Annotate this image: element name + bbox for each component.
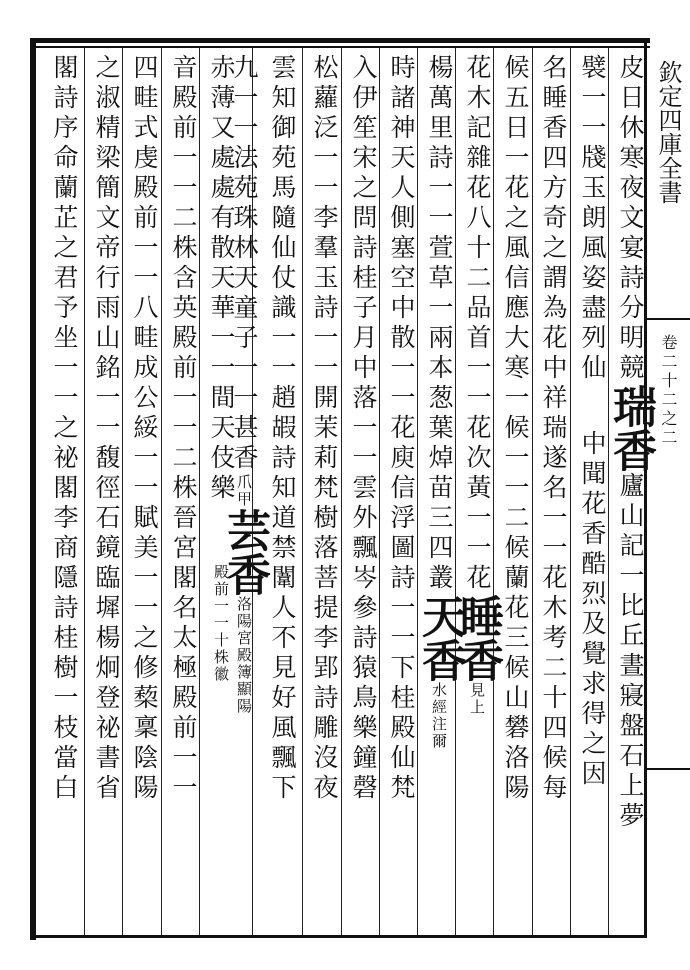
headword-ruixiang: 瑞香 <box>605 384 656 472</box>
headword-yunxiang: 芸香 <box>219 508 270 596</box>
frame-left-border <box>30 40 36 940</box>
text-column: 候五日一花之風信應大寒一候一一二候蘭花三候山礬洛陽 <box>501 54 530 804</box>
text-column: 閣詩序命蘭芷之君予坐一一之祕閣李商隱詩桂樹一枝當白 <box>50 54 79 804</box>
text-column: 時諸神天人側塞空中散一一花庾信浮圖詩一一下桂殿仙梵 <box>387 54 416 804</box>
margin-tick <box>646 318 690 320</box>
text-column: 名睡香四方奇之謂為花中祥瑞遂名一一花木考二十四候每 <box>539 54 568 804</box>
margin-tick <box>646 768 690 770</box>
headword-tianxiang: 天香 <box>414 594 465 682</box>
frame-bottom-border <box>30 935 647 938</box>
column-rule <box>84 48 85 935</box>
text-column: 襞一一牋玉朗風姿盡列仙中聞花香酷烈及覺求得之因 <box>578 54 607 790</box>
volume-label: 卷二十二之二 <box>659 334 678 448</box>
note-shuixiang: 見上 <box>468 682 486 716</box>
headword-shuixiang: 睡香 <box>452 594 503 682</box>
text-column: 音殿前一一二株含英殿前一一二株晉宮閣名太極殿前一一 <box>169 54 198 804</box>
book-title: 欽定四庫全書 <box>654 60 682 204</box>
text-column: 雲知御苑馬隨仙仗識一一趙嘏詩知道禁闈人不見好風飄下 <box>268 54 297 804</box>
text-column: 四畦式虔殿前一一八畦成公綏一一賦美一一之修蔾稟陰陽 <box>130 54 159 804</box>
text-column: 松蘿泛一一李羣玉詩一一開茉莉梵樹落菩提李郢詩雕沒夜 <box>310 54 339 804</box>
note-tianxiang: 水經 <box>430 682 448 716</box>
text-column: 入伊笙宋之問詩桂子月中落一一雲外飄岑參詩猿鳥樂鐘磬 <box>349 54 378 804</box>
note-yunxiang: 洛陽宮殿簿顯陽 <box>235 596 253 715</box>
text-column: 皮日休寒夜文宴詩分明競瑞香廬山記一比丘晝寢盤石上夢 <box>605 54 656 832</box>
text-column: 花木記雜花八十二品首一一花次黃一一花睡香見上 <box>452 54 503 716</box>
text-column: 之淑精梁簡文帝行雨山銘一一馥徑石鏡臨墀楊炯登祕書省 <box>92 54 121 804</box>
page-margin-label <box>650 60 686 930</box>
note-ruixiang: 廬山記一比丘晝寢盤石上夢 <box>616 472 645 832</box>
frame-top-inner-border <box>36 46 650 48</box>
note-ruixiang-b: 中聞花香酷烈及覺求得之因 <box>578 430 607 790</box>
frame-top-border <box>30 38 650 43</box>
text-column: 赤薄又處處有散天華一一間天伎樂殿前一一十株徽 <box>207 54 236 683</box>
text-column: 九一一法苑珠林天童子一一甚香爪甲芸香洛陽宮殿簿顯陽 <box>219 54 270 715</box>
text-column: 楊萬里詩一一萱草一兩本葱葉焯苗三四叢天香水經注爾 <box>414 54 465 750</box>
column-rule <box>302 48 303 935</box>
